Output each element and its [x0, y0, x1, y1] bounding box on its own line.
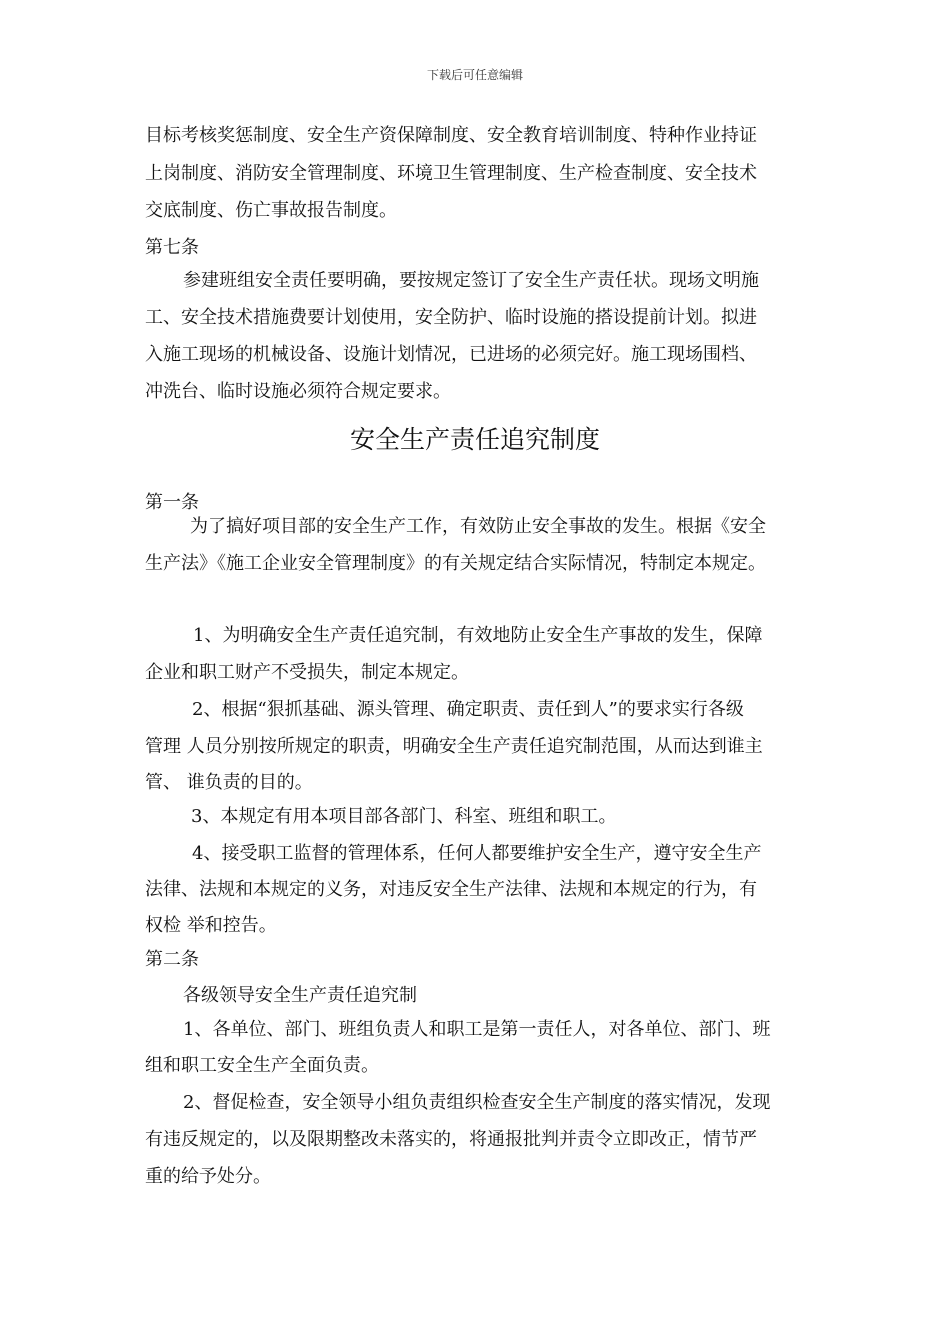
article-heading: 第一条 — [145, 492, 199, 513]
text-line: 为了搞好项目部的安全生产工作，有效防止安全事故的发生。根据《安全 — [190, 516, 766, 537]
article-heading: 第七条 — [145, 237, 199, 258]
text-line: 2、根据“狠抓基础、源头管理、确定职责、责任到人”的要求实行各级 — [192, 699, 744, 720]
text-line: 4、接受职工监督的管理体系，任何人都要维护安全生产，遵守安全生产 — [192, 843, 762, 864]
text-line: 3、本规定有用本项目部各部门、科室、班组和职工。 — [191, 806, 617, 827]
text-line: 管、 谁负责的目的。 — [145, 772, 313, 793]
text-line: 重的给予处分。 — [145, 1166, 271, 1187]
text-line: 有违反规定的，以及限期整改未落实的，将通报批判并责令立即改正，情节严 — [145, 1129, 757, 1150]
text-line: 1、各单位、部门、班组负责人和职工是第一责任人，对各单位、部门、班 — [183, 1019, 771, 1040]
text-line: 2、督促检查，安全领导小组负责组织检查安全生产制度的落实情况，发现 — [183, 1092, 771, 1113]
text-line: 交底制度、伤亡事故报告制度。 — [145, 200, 397, 221]
article-heading: 第二条 — [145, 949, 199, 970]
page-header-note: 下载后可任意编辑 — [426, 68, 523, 82]
text-line: 法律、法规和本规定的义务，对违反安全生产法律、法规和本规定的行为，有 — [145, 879, 757, 900]
text-line: 上岗制度、消防安全管理制度、环境卫生管理制度、生产检查制度、安全技术 — [145, 163, 757, 184]
text-line: 生产法》《施工企业安全管理制度》的有关规定结合实际情况，特制定本规定。 — [145, 553, 766, 574]
text-line: 参建班组安全责任要明确，要按规定签订了安全生产责任状。现场文明施 — [183, 270, 759, 291]
text-line: 目标考核奖惩制度、安全生产资保障制度、安全教育培训制度、特种作业持证 — [145, 125, 757, 146]
article-subheading: 各级领导安全生产责任追究制 — [183, 985, 417, 1006]
text-line: 入施工现场的机械设备、设施计划情况，已进场的必须完好。施工现场围档、 — [145, 344, 757, 365]
text-line: 管理 人员分别按所规定的职责，明确安全生产责任追究制范围，从而达到谁主 — [145, 736, 763, 757]
text-line: 权检 举和控告。 — [145, 915, 277, 936]
document-title: 安全生产责任追究制度 — [349, 425, 600, 454]
text-line: 组和职工安全生产全面负责。 — [145, 1055, 379, 1076]
text-line: 工、安全技术措施费要计划使用，安全防护、临时设施的搭设提前计划。拟进 — [145, 307, 757, 328]
text-line: 企业和职工财产不受损失，制定本规定。 — [145, 662, 469, 683]
text-line: 1、为明确安全生产责任追究制，有效地防止安全生产事故的发生，保障 — [193, 625, 763, 646]
text-line: 冲洗台、临时设施必须符合规定要求。 — [145, 381, 451, 402]
